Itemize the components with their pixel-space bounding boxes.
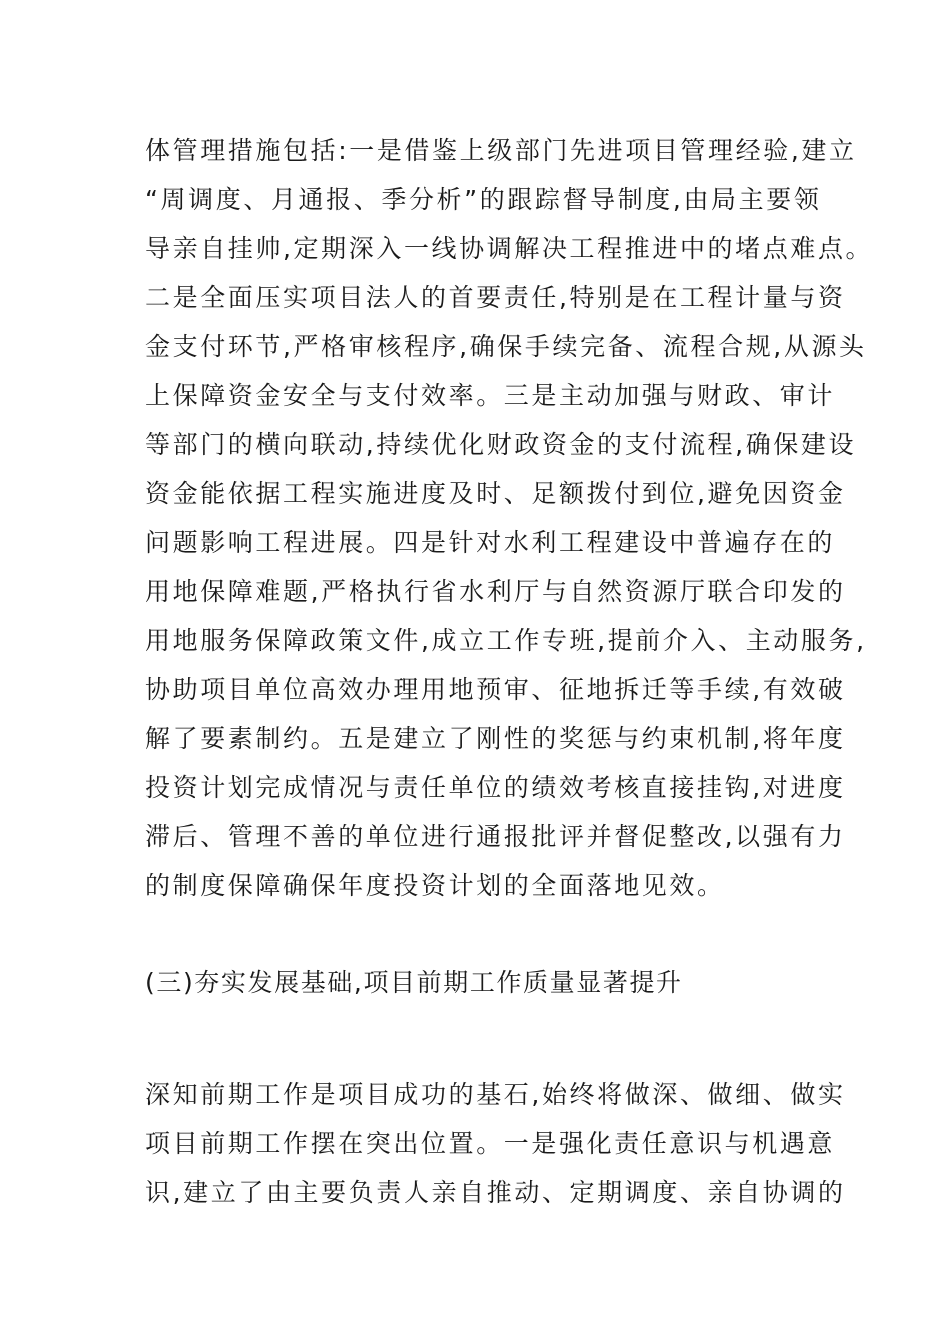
text-line: “周调度、月通报、季分析”的跟踪督导制度,由局主要领	[145, 185, 822, 214]
text-line: 资金能依据工程实施进度及时、足额拨付到位,避免因资金	[145, 479, 846, 508]
text-line: 体管理措施包括:一是借鉴上级部门先进项目管理经验,建立	[145, 136, 857, 165]
text-line: 的制度保障确保年度投资计划的全面落地见效。	[145, 871, 725, 900]
text-line: 用地保障难题,严格执行省水利厅与自然资源厅联合印发的	[145, 577, 846, 606]
text-line: 协助项目单位高效办理用地预审、征地拆迁等手续,有效破	[145, 675, 846, 704]
text-line: 二是全面压实项目法人的首要责任,特别是在工程计量与资	[145, 283, 846, 312]
text-line: 投资计划完成情况与责任单位的绩效考核直接挂钩,对进度	[145, 773, 846, 802]
text-line: 上保障资金安全与支付效率。三是主动加强与财政、审计	[145, 381, 836, 410]
text-line: 深知前期工作是项目成功的基石,始终将做深、做细、做实	[145, 1080, 846, 1109]
text-line: 金支付环节,严格审核程序,确保手续完备、流程合规,从源头	[145, 332, 867, 361]
section-heading: (三)夯实发展基础,项目前期工作质量显著提升	[145, 968, 683, 997]
text-line: 滞后、管理不善的单位进行通报批评并督促整改,以强有力	[145, 822, 846, 851]
text-line: 导亲自挂帅,定期深入一线协调解决工程推进中的堵点难点。	[145, 234, 874, 263]
text-line: 项目前期工作摆在突出位置。一是强化责任意识与机遇意	[145, 1129, 836, 1158]
text-line: 等部门的横向联动,持续优化财政资金的支付流程,确保建设	[145, 430, 857, 459]
text-line: 识,建立了由主要负责人亲自推动、定期调度、亲自协调的	[145, 1178, 846, 1207]
text-line: 用地服务保障政策文件,成立工作专班,提前介入、主动服务,	[145, 626, 867, 655]
text-line: 解了要素制约。五是建立了刚性的奖惩与约束机制,将年度	[145, 724, 846, 753]
text-line: 问题影响工程进展。四是针对水利工程建设中普遍存在的	[145, 528, 836, 557]
